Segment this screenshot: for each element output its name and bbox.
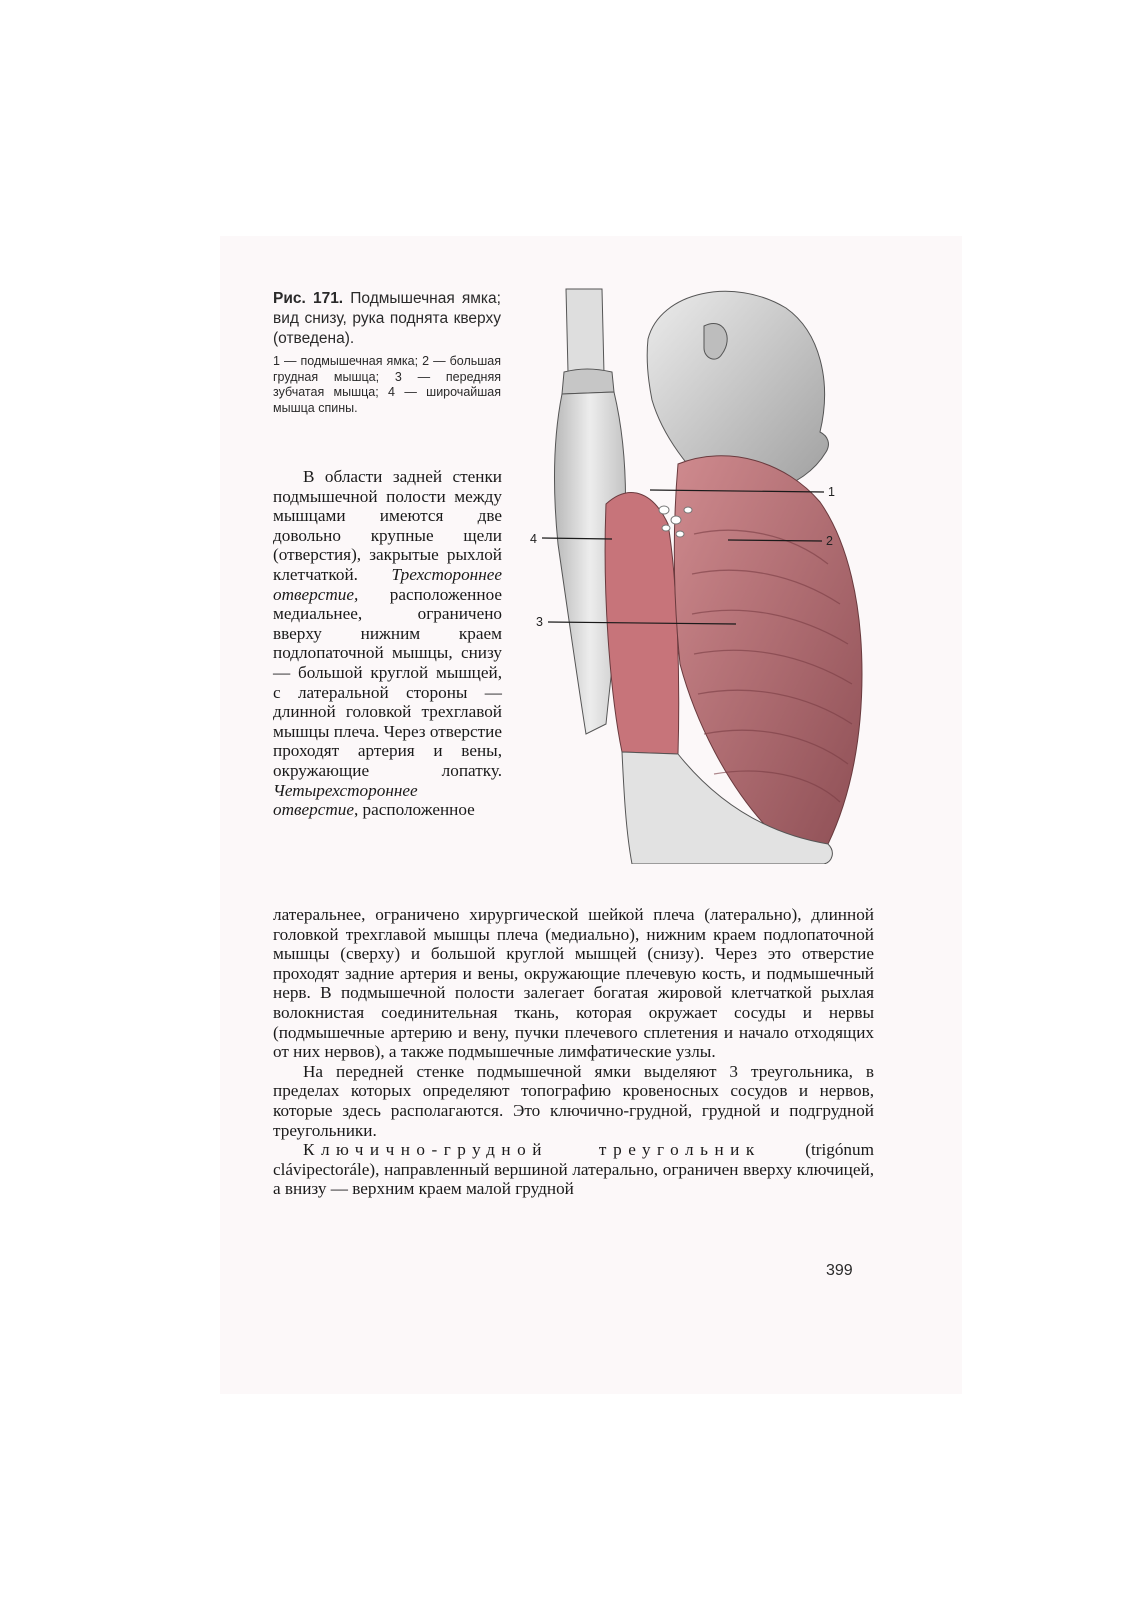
figure-caption [273, 289, 501, 416]
paragraph-continuation: латеральнее, ограничено хирургической шейкой плеча (латерально), длинной головкой трехглавой мышцы плеча (медиально), нижним краем подлопаточной мышцы (сверху) и большой круглой мышцей (снизу). Через это отверстие проходят задние артерия и вены, окружающие плечевую кость, и подмышечный нерв. В подмышечной полости залегает богатая жировой клетчаткой рыхлая волокнистая соединительная ткань, которая окружает сосуды и нервы (подмышечные артерию и вену, пучки плечевого сплетения и начало отходящих от них нервов), а также подмышечные лимфатические узлы. [273, 905, 874, 1062]
caption-label: Рис. 171. [273, 290, 344, 307]
text-run: расположенное медиальнее, ограничено вверху нижним краем подлопаточной мышцы, снизу — большой круглой мышцей, с латеральной стороны — длинной головкой трехглавой мышцы плеча. Через отверстие проходят артерия и вены, окружающие лопатку. [273, 584, 502, 780]
text-run: В области задней стенки подмышечной полости между мышцами имеются две довольно крупные щели (отверстия), закрытые рыхлой клетчаткой. [273, 467, 502, 584]
main-text [273, 905, 874, 1199]
page-number: 399 [826, 1262, 853, 1279]
paragraph-triangles: На передней стенке подмышечной ямки выделяют 3 треугольника, в пределах которых определяют топографию кровеносных сосудов и нервов, которые здесь располагаются. Это ключично-грудной, грудной и подгрудной треугольники. [273, 1061, 874, 1140]
text-run: (trigónum clávipectorále), направленный вершиной латерально, ограничен вверху ключицей, а внизу — верхним краем малой грудной [273, 1140, 874, 1199]
paragraph-clavipectoral [273, 1140, 874, 1199]
callout-label-4: 4 [530, 532, 537, 546]
caption-title [273, 289, 501, 349]
callout-label-3: 3 [536, 615, 543, 629]
arm-shape [562, 289, 614, 394]
wrapped-paragraph [273, 467, 502, 820]
spaced-term: Ключично-грудной треугольник [303, 1140, 761, 1160]
term-three-sided-foramen: Трехстороннее отверстие, [273, 564, 502, 604]
caption-text: Подмышечная ямка; вид снизу, рука поднята кверху (отведена). [273, 290, 501, 347]
callout-label-1: 1 [828, 485, 835, 499]
term-four-sided-foramen: Четырехстороннее отверстие [273, 780, 418, 820]
text-run: , расположенное [353, 800, 475, 820]
axillary-fossa-illustration [528, 284, 872, 864]
callout-label-2: 2 [826, 534, 833, 548]
caption-legend: 1 — подмышечная ямка; 2 — большая грудная мышца; 3 — передняя зубчатая мышца; 4 — широчайшая мышца спины. [273, 354, 501, 415]
